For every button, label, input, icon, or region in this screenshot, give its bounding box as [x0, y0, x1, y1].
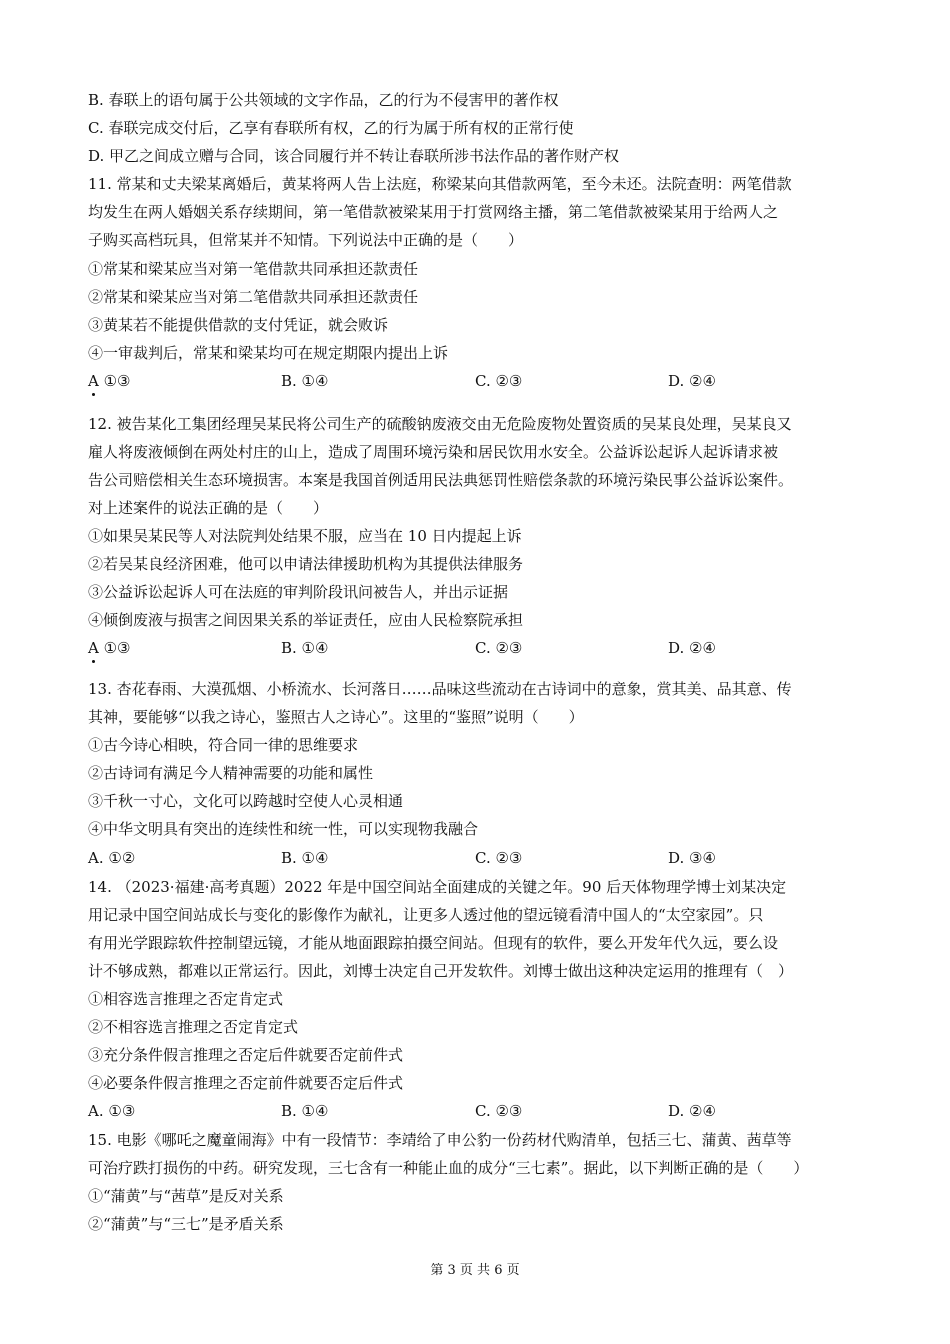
q14-options: [88, 1101, 868, 1121]
page-number-footer: 第 3 页 共 6 页: [430, 1263, 520, 1278]
q12-stem-line: 对上述案件的说法正确的是（ ）: [88, 499, 329, 517]
q13-stem-line: 其神，要能够“以我之诗心，鉴照古人之诗心”。这里的“鉴照”说明（ ）: [88, 708, 584, 726]
q11-statement: ②常某和梁某应当对第二笔借款共同承担还款责任: [88, 288, 419, 306]
q15-stem-line: 15. 电影《哪吒之魔童闹海》中有一段情节：李靖给了申公豹一份药材代购清单，包括三七、蒲黄、茜草等: [88, 1131, 792, 1149]
q11-option-a: A ①③: [88, 372, 131, 390]
q12-option-a: A ①③: [88, 639, 131, 657]
q13-option-c: C. ②③: [475, 849, 523, 867]
q12-stem-line: 告公司赔偿相关生态环境损害。本案是我国首例适用民法典惩罚性赔偿条款的环境污染民事公益诉讼案件。: [88, 471, 794, 489]
q14-stem-line: 14. （2023·福建·高考真题）2022 年是中国空间站全面建成的关键之年。90 后天体物理学博士刘某决定: [88, 878, 787, 896]
q12-option-d: D. ②④: [668, 639, 716, 657]
q14-stem-line: 计不够成熟，都难以正常运行。因此，刘博士决定自己开发软件。刘博士做出这种决定运用的推理有（ ）: [88, 962, 794, 980]
q10-option-b: B. 春联上的语句属于公共领域的文字作品，乙的行为不侵害甲的著作权: [88, 91, 559, 109]
q14-option-a: A. ①③: [88, 1102, 136, 1120]
q13-statement: ①古今诗心相映，符合同一律的思维要求: [88, 736, 359, 754]
q11-statement: ③黄某若不能提供借款的支付凭证，就会败诉: [88, 316, 389, 334]
q12-statement: ②若吴某良经济困难，他可以申请法律援助机构为其提供法律服务: [88, 555, 524, 573]
q14-option-d: D. ②④: [668, 1102, 716, 1120]
q10-option-c: C. 春联完成交付后，乙享有春联所有权，乙的行为属于所有权的正常行使: [88, 119, 574, 137]
q14-statement: ②不相容选言推理之否定肯定式: [88, 1018, 299, 1036]
q11-stem-line: 子购买高档玩具，但常某并不知情。下列说法中正确的是（ ）: [88, 231, 524, 249]
q11-options: [88, 371, 868, 391]
q12-option-b: B. ①④: [281, 639, 329, 657]
q14-statement: ①相容选言推理之否定肯定式: [88, 990, 284, 1008]
q15-statement: ①“蒲黄”与“茜草”是反对关系: [88, 1187, 284, 1205]
q11-statement: ①常某和梁某应当对第一笔借款共同承担还款责任: [88, 260, 419, 278]
q12-statement: ①如果吴某民等人对法院判处结果不服，应当在 10 日内提起上诉: [88, 527, 522, 545]
q12-stem-line: 12. 被告某化工集团经理吴某民将公司生产的硫酸钠废液交由无危险废物处置资质的吴某良处理，吴某良又: [88, 415, 792, 433]
q11-stem-line: 11. 常某和丈夫梁某离婚后，黄某将两人告上法庭，称梁某向其借款两笔，至今未还。法院查明：两笔借款: [88, 175, 792, 193]
q11-option-b: B. ①④: [281, 372, 329, 390]
q13-option-b: B. ①④: [281, 849, 329, 867]
q11-stem-line: 均发生在两人婚姻关系存续期间，第一笔借款被梁某用于打赏网络主播，第二笔借款被梁某用于给两人之: [88, 203, 779, 221]
q13-statement: ③千秋一寸心，文化可以跨越时空使人心灵相通: [88, 792, 404, 810]
q14-statement: ③充分条件假言推理之否定后件就要否定前件式: [88, 1046, 404, 1064]
q10-option-d: D. 甲乙之间成立赠与合同，该合同履行并不转让春联所涉书法作品的著作财产权: [88, 147, 620, 165]
q14-option-c: C. ②③: [475, 1102, 523, 1120]
q12-options: [88, 638, 868, 658]
q13-option-a: A. ①②: [88, 849, 136, 867]
q14-statement: ④必要条件假言推理之否定前件就要否定后件式: [88, 1074, 404, 1092]
q14-stem-line: 有用光学跟踪软件控制望远镜，才能从地面跟踪拍摄空间站。但现有的软件，要么开发年代久远，要么设: [88, 934, 779, 952]
emphasis-dot: [92, 393, 95, 396]
q13-statement: ④中华文明具有突出的连续性和统一性，可以实现物我融合: [88, 820, 479, 838]
q12-option-c: C. ②③: [475, 639, 523, 657]
q12-statement: ④倾倒废液与损害之间因果关系的举证责任，应由人民检察院承担: [88, 611, 524, 629]
emphasis-dot: [92, 660, 95, 663]
q13-options: [88, 848, 868, 868]
q13-stem-line: 13. 杏花春雨、大漠孤烟、小桥流水、长河落日……品味这些流动在古诗词中的意象，赏其美、品其意、传: [88, 680, 792, 698]
q11-option-c: C. ②③: [475, 372, 523, 390]
q13-option-d: D. ③④: [668, 849, 716, 867]
q11-statement: ④一审裁判后，常某和梁某均可在规定期限内提出上诉: [88, 344, 449, 362]
q14-stem-line: 用记录中国空间站成长与变化的影像作为献礼，让更多人透过他的望远镜看清中国人的“太空家园”。只: [88, 906, 764, 924]
q12-stem-line: 雇人将废液倾倒在两处村庄的山上，造成了周围环境污染和居民饮用水安全。公益诉讼起诉人起诉请求被: [88, 443, 779, 461]
q13-statement: ②古诗词有满足今人精神需要的功能和属性: [88, 764, 374, 782]
q12-statement: ③公益诉讼起诉人可在法庭的审判阶段讯问被告人，并出示证据: [88, 583, 509, 601]
q11-option-d: D. ②④: [668, 372, 716, 390]
q15-stem-line: 可治疗跌打损伤的中药。研究发现，三七含有一种能止血的成分“三七素”。据此，以下判断正确的是（ ）: [88, 1159, 809, 1177]
q14-option-b: B. ①④: [281, 1102, 329, 1120]
q15-statement: ②“蒲黄”与“三七”是矛盾关系: [88, 1215, 284, 1233]
